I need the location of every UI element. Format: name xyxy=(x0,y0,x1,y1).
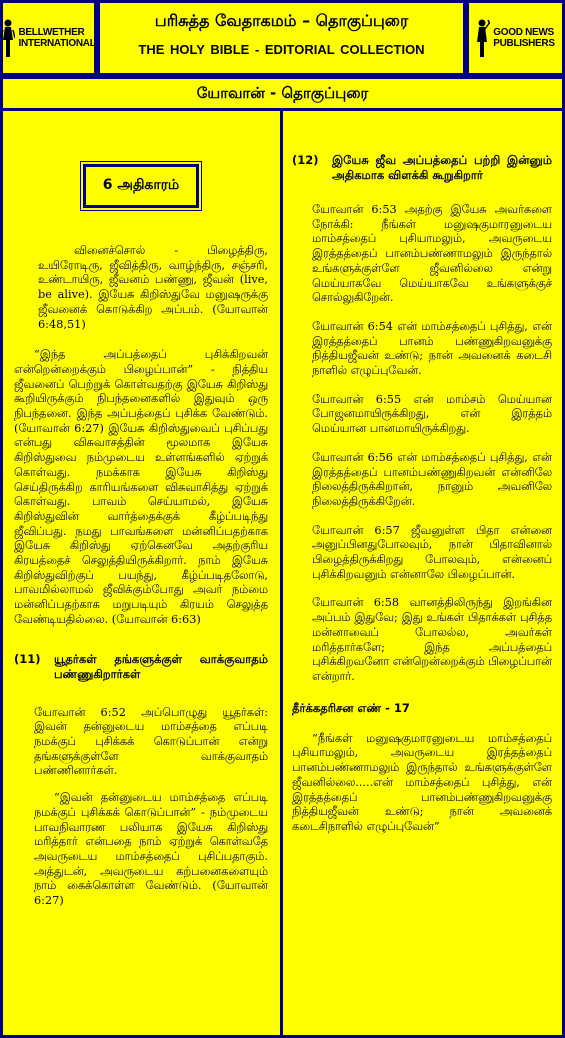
chapter-label: 6 அதிகாரம் xyxy=(83,164,199,208)
section-title-12: இயேசு ஜீவ அப்பத்தைப் பற்றி இன்னும் அதிகமாக விளக்கி கூறுகிறார் xyxy=(332,153,552,182)
commentary-paragraph: “இந்த அப்பத்தைப் புசிக்கிறவன் என்றென்றைக்கும் பிழைப்பான்” - நித்திய ஜீவனைப் பெற்றுக் கொள்வதற்கு இயேசு கிறிஸ்து கூறியிருக்கும் நிபந்தனைகளில் இதுவும் ஒரு நிபந்தனை. இந்த அப்பத்தைப் புசிக்க வேண்டும். (யோவான் 6:27) இயேசு கிறிஸ்துவைப் புசிப்பது என்பது விசுவாசத்தின் மூலமாக இயேசு கிறிஸ்துவை நம்முடைய உள்ளங்களில் ஏற்றுக் கொள்வது. நமக்காக இயேசு கிறிஸ்து செய்திருக்கிற காரியங்களை விசுவாசித்து ஏற்றுக் கொள்வது. பாவம் செய்யாமல், இயேசு கிறிஸ்துவின் வார்த்தைக்குக் கீழ்ப்படிந்து ஜீவிப்பது. நமது பாவங்களை மன்னிப்பதற்காக இயேசு கிறிஸ்து ஏற்கெனவே அதற்குரிய கிரயத்தைச் செலுத்தியிருக்கிறார். நாம் இயேசு கிறிஸ்துவிற்குப் பயந்து, கீழ்ப்படிதலோடு, பாவமில்லாமல் ஜீவிக்கும்போது அவர் நம்மை மன்னிப்பதற்காக மறுபடியும் கிரயம் செலுத்த வேண்டியதில்லை. (யோவான் 6:63) xyxy=(14,348,268,626)
bellwether-figure-icon xyxy=(1,18,15,58)
verse-6-55: யோவான் 6:55 என் மாம்சம் மெய்யான போஜனமாயிருக்கிறது, என் இரத்தம் மெய்யான பானமாயிருக்கிறது. xyxy=(312,392,552,436)
section-heading-12 xyxy=(292,153,552,183)
verse-6-54: யோவான் 6:54 என் மாம்சத்தைப் புசித்து, என் இரத்தத்தைப் பானம் பண்ணுகிறவனுக்கு நித்தியஜீவன் உண்டு; நான் அவனைக் கடைசி நாளில் எழுப்புவேன். xyxy=(312,319,552,378)
verse-6-58: யோவான் 6:58 வானத்திலிருந்து இறங்கின அப்பம் இதுவே; இது உங்கள் பிதாக்கள் புசித்த மன்னாவைப் போலல்ல, அவர்கள் மரித்தார்களே; இந்த அப்பத்தைப் புசிக்கிறவனோ என்றென்றைக்கும் பிழைப்பான் என்றார். xyxy=(312,596,552,683)
prophecy-label: தீர்க்கதரிசன எண் - 17 xyxy=(292,700,410,715)
good-news-logo-text: GOOD NEWS PUBLISHERS xyxy=(493,27,555,49)
definition-paragraph: வினைச்சொல் - பிழைத்திரு, உயிரோடிரு, ஜீவித்திரு, வாழ்ந்திரு, சஞ்சரி, உண்டாயிரு, ஜீவனம் பண்ணு, ஜீவன் (live, be alive). இயேசு கிறிஸ்துவே மனுஷருக்கு ஜீவனைக் கொடுக்கிற அப்பம். (யோவான் 6:48,51) xyxy=(38,244,268,331)
left-logo-box xyxy=(0,0,97,76)
verse-6-56: யோவான் 6:56 என் மாம்சத்தைப் புசித்து, என் இரத்தத்தைப் பானம்பண்ணுகிறவன் என்னிலே நிலைத்திருக்கிறான், நானும் அவனிலே நிலைத்திருக்கிறேன். xyxy=(312,450,552,508)
verse-6-52: யோவான் 6:52 அப்பொழுது யூதர்கள்: இவன் தன்னுடைய மாம்சத்தை எப்படி நமக்குப் புசிக்கக் கொடுப்பான் என்று தங்களுக்குள்ளே வாக்குவாதம் பண்ணினார்கள். xyxy=(34,705,268,778)
subtitle-box xyxy=(0,76,565,111)
title-tamil: பரிசுத்த வேதாகமம் – தொகுப்புரை xyxy=(154,11,409,30)
right-column xyxy=(292,111,552,1036)
bellwether-logo xyxy=(1,18,95,58)
good-news-logo xyxy=(476,18,554,58)
title-box xyxy=(97,0,466,76)
section-number-12: (12) xyxy=(292,153,319,167)
prophecy-text: “நீங்கள் மனுஷகுமாரனுடைய மாம்சத்தைப் புசியாமலும், அவருடைய இரத்தத்தைப் பானம்பண்ணாமலும் இருந்தால் உங்களுக்குள்ளே ஜீவனில்லை.....என் மாம்சத்தைப் புசித்து, என் இரத்தத்தைப் பானம்பண்ணுகிறவனுக்கு நித்தியஜீவன் உண்டு; நான் அவனைக் கடைசிநாளில் எழுப்புவேன்” xyxy=(292,731,552,833)
commentary-6-52: “இவன் தன்னுடைய மாம்சத்தை எப்படி நமக்குப் புசிக்கக் கொடுப்பான்” - நம்முடைய பாவநிவாரண பலியாக இயேசு கிறிஸ்து மரித்தார் என்பதை நாம் ஏற்றுக் கொள்வதே அவருடைய மாம்சத்தைப் புசிப்பதாகும். அத்துடன், அவருடைய கற்பனைகளையும் நாம் கைக்கொள்ள வேண்டும். (யோவான் 6:27) xyxy=(34,791,268,908)
bellwether-logo-text: BELLWETHER INTERNATIONAL xyxy=(18,27,96,49)
right-logo-box xyxy=(466,0,565,76)
verse-6-57: யோவான் 6:57 ஜீவனுள்ள பிதா என்னை அனுப்பினதுபோலவும், நான் பிதாவினால் பிழைத்திருக்கிறது போலவும், என்னைப் புசிக்கிறவனும் என்னாலே பிழைப்பான். xyxy=(312,523,552,581)
column-divider xyxy=(280,111,283,1036)
section-title-11: யூதர்கள் தங்களுக்குள் வாக்குவாதம் பண்ணுகிறார்கள் xyxy=(54,651,268,681)
section-heading-11 xyxy=(14,652,268,682)
section-number-11: (11) xyxy=(14,651,41,666)
verse-6-53: யோவான் 6:53 அதற்கு இயேசு அவர்களை நோக்கி: நீங்கள் மனுஷகுமாரனுடைய மாம்சத்தைப் புசியாமலும், அவருடைய இரத்தத்தைப் பானம்பண்ணாமலும் இருந்தால் உங்களுக்குள்ளே ஜீவனில்லை என்று மெய்யாகவே மெய்யாகவே உங்களுக்குச் சொல்லுகிறேன். xyxy=(312,203,552,305)
title-english: THE HOLY BIBLE - EDITORIAL COLLECTION xyxy=(138,42,425,57)
subtitle: யோவான் - தொகுப்புரை xyxy=(196,83,369,102)
left-column xyxy=(14,111,268,1036)
trumpet-herald-icon xyxy=(476,18,490,58)
